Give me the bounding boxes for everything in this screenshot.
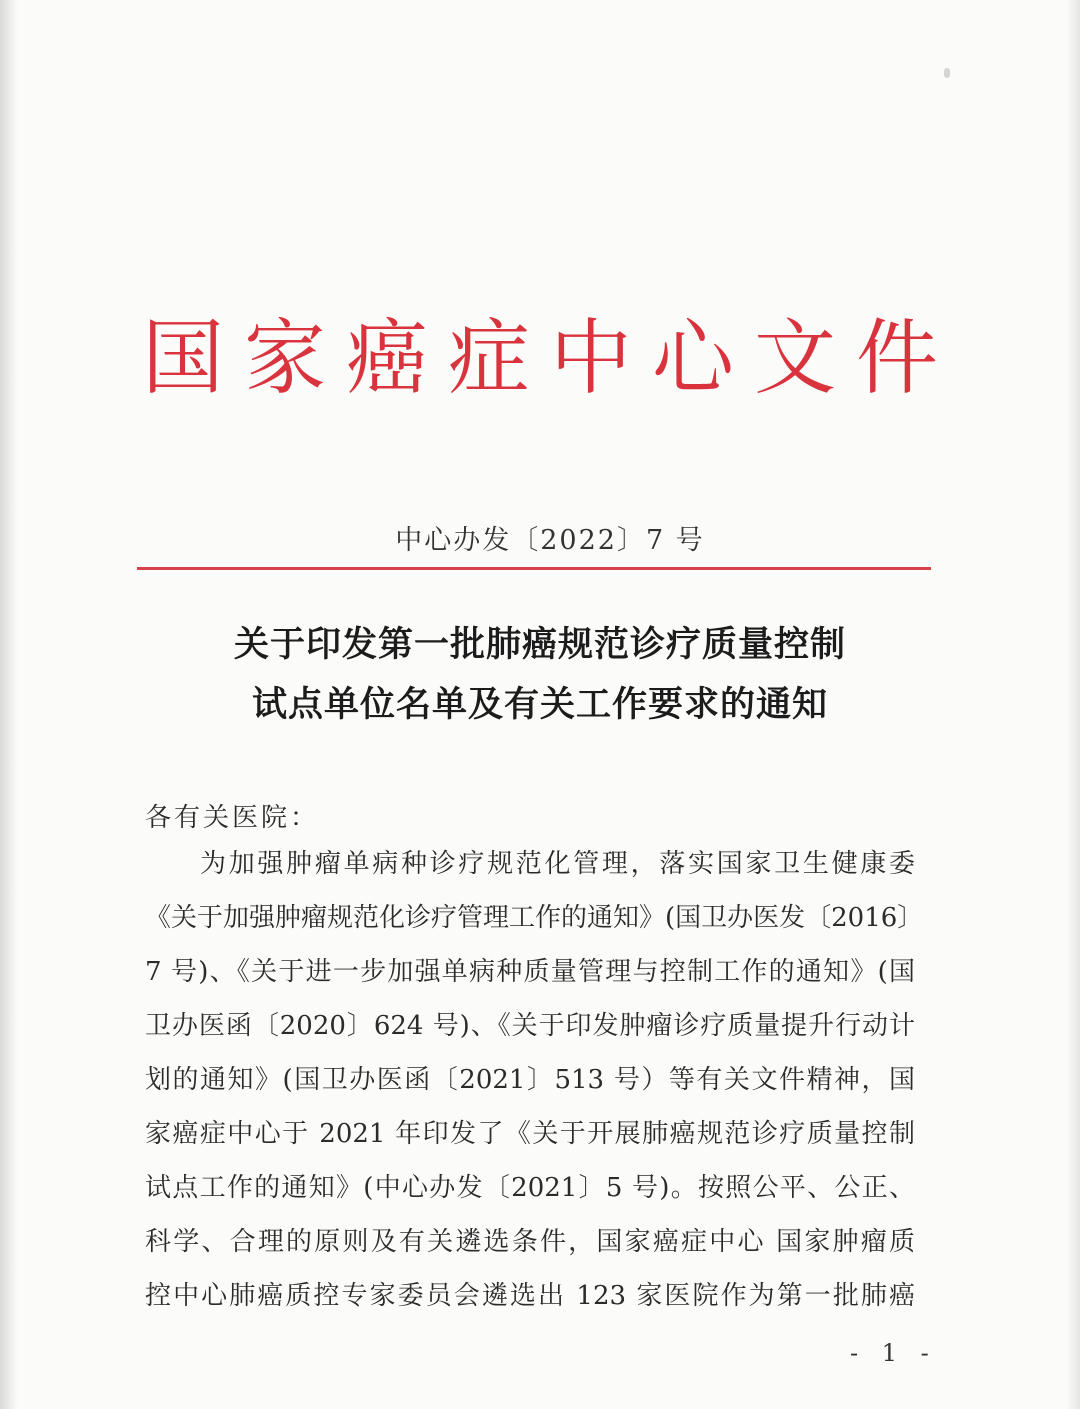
document-title-line-2: 试点单位名单及有关工作要求的通知 [251,685,828,725]
body-line: 为加强肿瘤单病种诊疗规范化管理，落实国家卫生健康委 [200,849,915,879]
scan-speck [944,68,950,78]
document-number: 中心办发〔2022〕7 号 [395,525,705,556]
document-title-line-1: 关于印发第一批肺癌规范诊疗质量控制 [233,625,846,665]
issuing-organization-title: 国家癌症中心文件 [141,311,958,406]
body-line: 卫办医函〔2020〕624 号)、《关于印发肿瘤诊疗质量提升行动计 [145,1011,915,1041]
body-line: 家癌症中心于 2021 年印发了《关于开展肺癌规范诊疗质量控制 [145,1119,915,1149]
page-number: - 1 - [850,1339,937,1367]
body-line: 划的通知》(国卫办医函〔2021〕513 号）等有关文件精神，国 [145,1065,915,1095]
body-line: 7 号)、《关于进一步加强单病种质量管理与控制工作的通知》(国 [145,957,915,987]
salutation: 各有关医院： [145,803,320,833]
body-line: 控中心肺癌质控专家委员会遴选出 123 家医院作为第一批肺癌 [145,1281,915,1311]
body-line: 《关于加强肿瘤规范化诊疗管理工作的通知》(国卫办医发〔2016〕 [145,903,924,933]
red-separator-rule [137,567,931,570]
body-line: 科学、合理的原则及有关遴选条件，国家癌症中心 国家肿瘤质 [145,1227,915,1257]
body-line: 试点工作的通知》(中心办发〔2021〕5 号)。按照公平、公正、 [145,1173,915,1203]
